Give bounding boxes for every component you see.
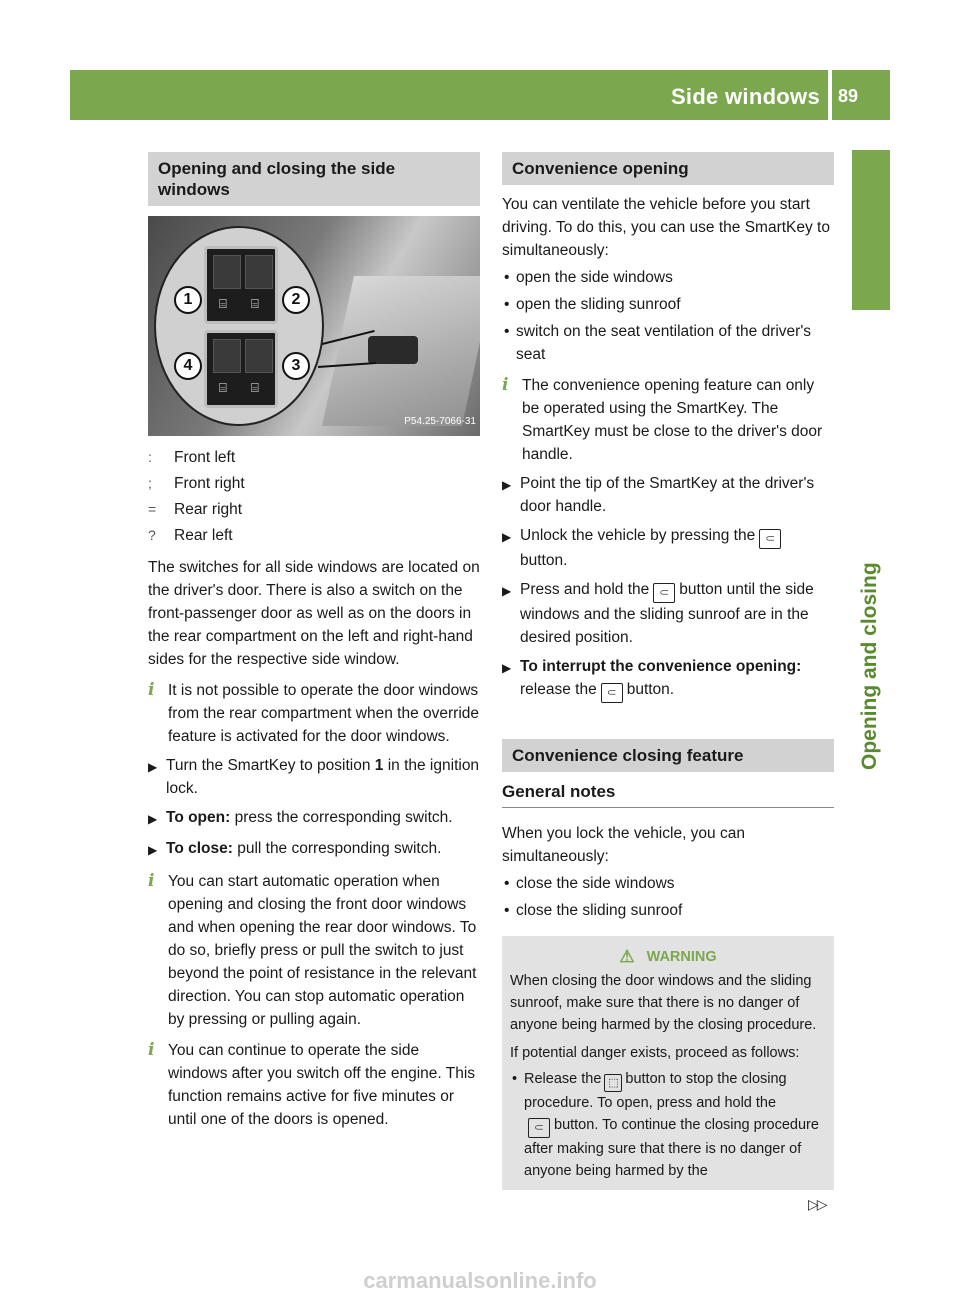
- window-switch-figure: [148, 216, 480, 436]
- legend-item: [148, 522, 480, 548]
- info-note-text: It is not possible to operate the door windows from the rear compartment when the override feature is activated for the door windows.: [168, 682, 479, 745]
- info-icon: i: [502, 375, 509, 395]
- step-text: press the corresponding switch.: [230, 809, 453, 826]
- bullet-item: [502, 320, 834, 366]
- info-note: [148, 870, 480, 1031]
- info-note: [502, 374, 834, 466]
- section-title-convenience-closing: Convenience closing feature: [502, 739, 834, 772]
- legend-number: ;: [148, 474, 152, 491]
- step-text: Press and hold the: [520, 581, 650, 598]
- info-icon: i: [148, 680, 155, 700]
- step-arrow-icon: ▶: [502, 661, 512, 675]
- unlock-icon: ⸦: [601, 683, 623, 703]
- window-icon: ⌸: [219, 296, 227, 311]
- legend-label: Rear left: [174, 526, 233, 544]
- info-note: [148, 679, 480, 748]
- step-text: button.: [626, 681, 675, 698]
- legend-label: Rear right: [174, 500, 243, 518]
- unlock-icon: ⸦: [759, 529, 781, 549]
- step-arrow-icon: ▶: [502, 530, 512, 544]
- unlock-icon: ⸦: [528, 1118, 550, 1138]
- window-icon: ⌸: [219, 380, 227, 395]
- section-title-convenience-opening: Convenience opening: [502, 152, 834, 185]
- legend-number: :: [148, 448, 152, 465]
- legend-label: Front left: [174, 448, 236, 466]
- warning-text: When closing the door windows and the sliding sunroof, make sure that there is no danger of anyone being harmed by the closing procedure.: [510, 973, 817, 1033]
- page-title: Side windows: [670, 84, 820, 109]
- window-icon: ⌸: [251, 296, 259, 311]
- callout-3: 3: [282, 352, 310, 380]
- bullet-item: [502, 872, 834, 895]
- intro-paragraph: When you lock the vehicle, you can simultaneously:: [502, 825, 745, 865]
- callout-2: 2: [282, 286, 310, 314]
- magnified-switch-circle: [154, 226, 324, 426]
- step-text: Turn the SmartKey to position: [166, 757, 375, 774]
- warning-text: If potential danger exists, proceed as follows:: [510, 1045, 800, 1061]
- rear-right-switch: [245, 339, 273, 373]
- warning-header: [510, 946, 826, 968]
- rear-switch-block: [204, 330, 278, 408]
- info-note-text: You can start automatic operation when opening and closing the front door windows and when opening the rear door windows. To do so, briefly press or pull the switch to just beyond the point of resistance in the relevant direction. You can stop automatic operation by pressing or pulling again.: [168, 873, 477, 1028]
- callout-1: 1: [174, 286, 202, 314]
- step-bold: To interrupt the convenience opening:: [520, 658, 802, 675]
- bullet-text: open the sliding sunroof: [516, 296, 681, 313]
- rear-left-switch: [213, 339, 241, 373]
- instruction-step: [148, 806, 480, 831]
- legend-number: =: [148, 500, 157, 517]
- bullet-icon: •: [504, 323, 510, 340]
- info-icon: i: [148, 871, 155, 891]
- section-title-side-windows: Opening and closing the side windows: [148, 152, 480, 206]
- step-text: release the: [520, 681, 597, 698]
- step-text: button until the side windows and the sliding sunroof are in the desired position.: [520, 581, 814, 646]
- bullet-icon: •: [512, 1071, 518, 1087]
- bullet-item: [502, 266, 834, 289]
- legend-item: [148, 444, 480, 470]
- instruction-step: [502, 578, 834, 649]
- step-text: Point the tip of the SmartKey at the driver's door handle.: [520, 475, 815, 515]
- bullet-item: [502, 293, 834, 316]
- intro-paragraph: You can ventilate the vehicle before you start driving. To do this, you can use the SmartKey to simultaneously:: [502, 196, 830, 259]
- callout-4: 4: [174, 352, 202, 380]
- legend-item: [148, 496, 480, 522]
- instruction-step: [502, 472, 834, 518]
- step-arrow-icon: ▶: [502, 584, 512, 598]
- step-bold: To open:: [166, 809, 231, 826]
- legend-label: Front right: [174, 474, 245, 492]
- bullet-item: [502, 899, 834, 922]
- bullet-text: switch on the seat ventilation of the driver's seat: [516, 323, 812, 363]
- warning-bullet-text: button to stop the closing procedure. To open, press and hold the: [524, 1071, 787, 1111]
- left-column: [148, 152, 480, 1131]
- switch-cluster-detail: [368, 336, 418, 364]
- unlock-icon: ⸦: [653, 583, 675, 603]
- instruction-step: [148, 754, 480, 800]
- watermark: carmanualsonline.info: [363, 1268, 597, 1293]
- front-switch-block: [204, 246, 278, 324]
- front-left-switch: [213, 255, 241, 289]
- step-arrow-icon: ▶: [148, 760, 158, 774]
- bullet-text: close the side windows: [516, 875, 675, 892]
- instruction-step: [148, 837, 480, 862]
- lock-icon: ⬚: [604, 1074, 622, 1092]
- step-text: in the ignition lock.: [166, 757, 480, 797]
- instruction-step: [502, 655, 834, 703]
- legend-number: ?: [148, 526, 156, 543]
- subheading-general-notes: General notes: [502, 780, 834, 808]
- step-arrow-icon: ▶: [502, 478, 512, 492]
- step-text: button.: [520, 552, 568, 569]
- window-icon: ⌸: [251, 380, 259, 395]
- step-arrow-icon: ▶: [148, 843, 158, 857]
- bullet-icon: •: [504, 269, 510, 286]
- figure-legend: [148, 444, 480, 548]
- step-bold: To close:: [166, 840, 233, 857]
- warning-box: [502, 936, 834, 1190]
- warning-bullet-text: Release the: [524, 1071, 602, 1087]
- figure-code: P54.25-7066-31: [404, 416, 476, 427]
- warning-title: WARNING: [646, 949, 717, 965]
- continue-arrows-icon: ▷▷: [808, 1196, 826, 1212]
- info-note-text: You can continue to operate the side windows after you switch off the engine. This function remains active for five minutes or until one of the doors is opened.: [168, 1042, 476, 1128]
- warning-bullet: [510, 1068, 826, 1182]
- front-right-switch: [245, 255, 273, 289]
- info-note: [148, 1039, 480, 1131]
- warning-icon: ⚠: [619, 947, 635, 966]
- step-arrow-icon: ▶: [148, 812, 158, 826]
- legend-item: [148, 470, 480, 496]
- info-note-text: The convenience opening feature can only be operated using the SmartKey. The SmartKey must be close to the driver's door handle.: [522, 377, 823, 463]
- step-text: pull the corresponding switch.: [232, 840, 442, 857]
- bullet-text: close the sliding sunroof: [516, 902, 683, 919]
- info-icon: i: [148, 1040, 155, 1060]
- chapter-tab: [852, 150, 890, 310]
- step-text: Unlock the vehicle by pressing the: [520, 527, 756, 544]
- instruction-step: [502, 524, 834, 572]
- bullet-text: open the side windows: [516, 269, 673, 286]
- right-column: [502, 152, 834, 1190]
- position-number: 1: [374, 757, 384, 774]
- header-separator: [828, 70, 832, 120]
- page-number: 89: [838, 86, 859, 106]
- bullet-icon: •: [504, 875, 510, 892]
- intro-paragraph: The switches for all side windows are located on the driver's door. There is also a switch on the front-passenger door as well as on the doors in the rear compartment on the left and right-hand sides for the respective side window.: [148, 559, 480, 668]
- bullet-icon: •: [504, 902, 510, 919]
- bullet-icon: •: [504, 296, 510, 313]
- warning-bullet-text: button. To continue the closing procedure after making sure that there is no danger of anyone being harmed by the: [524, 1117, 819, 1179]
- chapter-label: Opening and closing: [858, 562, 881, 770]
